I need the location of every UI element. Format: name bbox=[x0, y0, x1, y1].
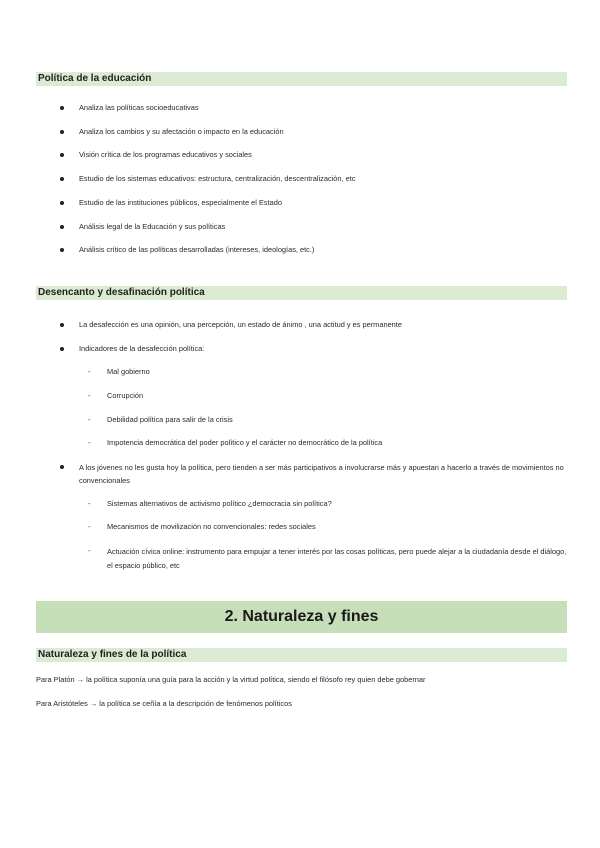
sub-list-item bbox=[88, 546, 567, 572]
list-item-text: Indicadores de la desafección política: bbox=[79, 344, 205, 353]
dash-icon: - bbox=[88, 522, 91, 531]
list-item-text: Análisis crítico de las políticas desarrolladas (intereses, ideologías, etc.) bbox=[79, 245, 315, 254]
bullet-icon bbox=[60, 323, 64, 327]
bullet-icon bbox=[60, 465, 64, 469]
bullet-icon bbox=[60, 347, 64, 351]
sub-list-item-text: Sistemas alternativos de activismo político ¿democracia sin política? bbox=[107, 499, 332, 508]
list-item-text: A los jóvenes no les gusta hoy la política, pero tienden a ser más participativos a involucrarse más y apuestan a hacerlo a través de movimientos no convencionales bbox=[79, 463, 564, 485]
section-heading-desencanto: Desencanto y desafinación política bbox=[36, 286, 567, 300]
bullet-icon bbox=[60, 106, 64, 110]
sub-list-item-text: Debilidad política para salir de la crisis bbox=[107, 415, 233, 424]
paragraph-aristoteles: Para Aristóteles → la política se ceñía a la descripción de fenómenos políticos bbox=[36, 699, 292, 708]
dash-icon: - bbox=[88, 499, 91, 508]
sub-list-item-text: Corrupción bbox=[107, 391, 144, 400]
dash-icon: - bbox=[88, 546, 91, 555]
sub-list-item-text: Mecanismos de movilización no convencionales: redes sociales bbox=[107, 522, 316, 531]
bullet-icon bbox=[60, 130, 64, 134]
dash-icon: - bbox=[88, 391, 91, 400]
list-item bbox=[60, 462, 567, 484]
section-heading-naturaleza-fines: Naturaleza y fines de la política bbox=[36, 648, 567, 662]
section-heading-politica-educacion: Política de la educación bbox=[36, 72, 567, 86]
sub-list-item-text: Actuación cívica online: instrumento para empujar a tener interés por las cosas políticas, pero puede alejar a la ciudadanía desde el diálogo, el espacio público, etc bbox=[107, 547, 567, 570]
bullet-icon bbox=[60, 248, 64, 252]
list-item-text: Análisis legal de la Educación y sus políticas bbox=[79, 222, 226, 231]
bullet-icon bbox=[60, 201, 64, 205]
dash-icon: - bbox=[88, 438, 91, 447]
bullet-icon bbox=[60, 225, 64, 229]
dash-icon: - bbox=[88, 367, 91, 376]
bullet-icon bbox=[60, 177, 64, 181]
bullet-icon bbox=[60, 153, 64, 157]
sub-list-item-text: Mal gobierno bbox=[107, 367, 150, 376]
sub-list-item-text: Impotencia democrática del poder político y el carácter no democrático de la política bbox=[107, 438, 383, 447]
list-item-text: Analiza las políticas socioeducativas bbox=[79, 103, 199, 112]
paragraph-platon: Para Platón → la política suponía una guía para la acción y la virtud política, siendo el filósofo rey quien debe gobernar bbox=[36, 675, 426, 684]
chapter-heading: 2. Naturaleza y fines bbox=[36, 601, 567, 633]
list-item-text: Visión crítica de los programas educativos y sociales bbox=[79, 150, 252, 159]
list-item-text: Analiza los cambios y su afectación o impacto en la educación bbox=[79, 127, 284, 136]
list-item-text: La desafección es una opinión, una percepción, un estado de ánimo , una actitud y es permanente bbox=[79, 320, 402, 329]
list-item-text: Estudio de las instituciones públicos, especialmente el Estado bbox=[79, 198, 282, 207]
dash-icon: - bbox=[88, 415, 91, 424]
list-item-text: Estudio de los sistemas educativos: estructura, centralización, descentralización, etc bbox=[79, 174, 356, 183]
